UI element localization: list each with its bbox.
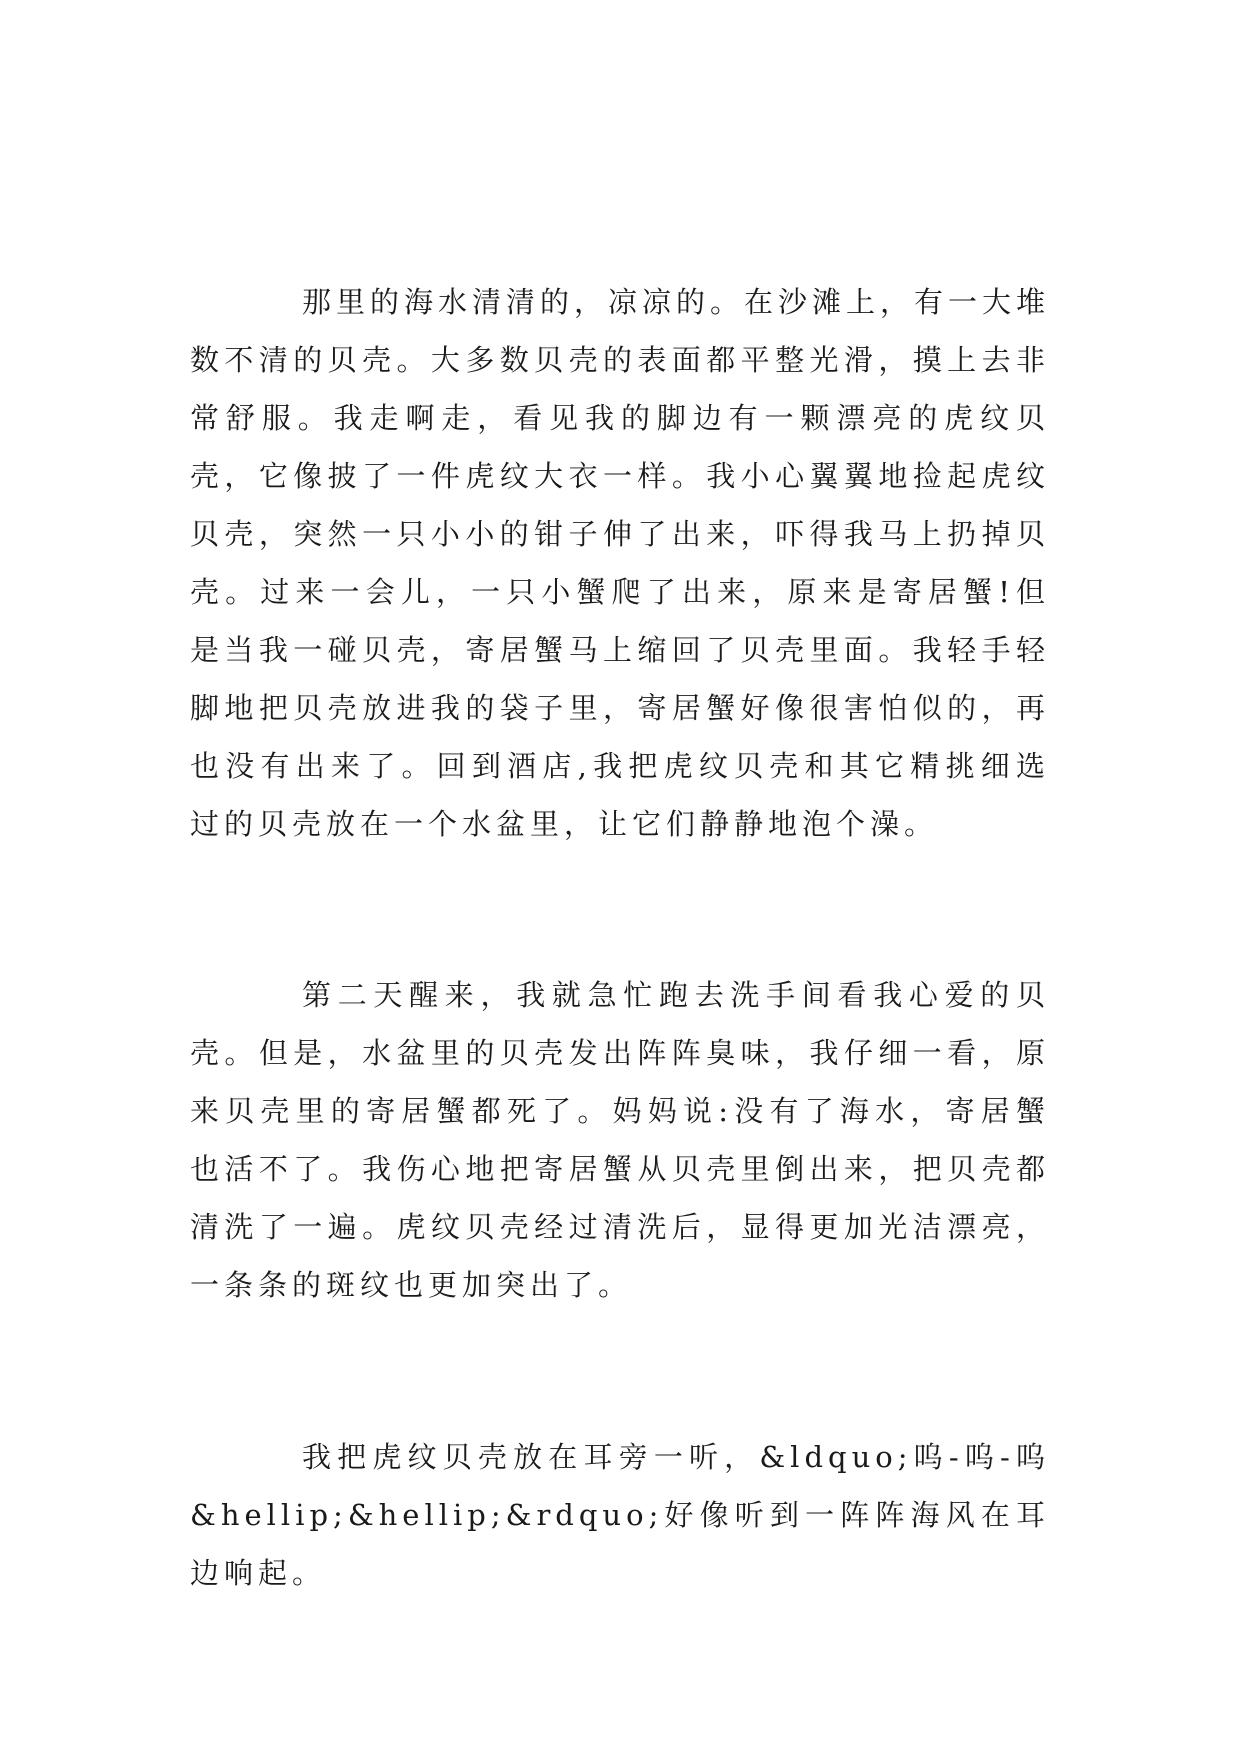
paragraph-sea-wind: 我把虎纹贝壳放在耳旁一听，&ldquo;呜-呜-呜&hellip;&hellip;&rdquo;好像听到一阵阵海风在耳边响起。 <box>190 1440 1050 1590</box>
paragraph-next-morning: 第二天醒来，我就急忙跑去洗手间看我心爱的贝壳。但是，水盆里的贝壳发出阵阵臭味，我仔细一看，原来贝壳里的寄居蟹都死了。妈妈说:没有了海水，寄居蟹也活不了。我伤心地把寄居蟹从贝壳里倒出来，把贝壳都清洗了一遍。虎纹贝壳经过清洗后，显得更加光洁漂亮，一条条的斑纹也更加突出了。 <box>190 978 1050 1302</box>
paragraph-beach-shells: 那里的海水清清的，凉凉的。在沙滩上，有一大堆数不清的贝壳。大多数贝壳的表面都平整光滑，摸上去非常舒服。我走啊走，看见我的脚边有一颗漂亮的虎纹贝壳，它像披了一件虎纹大衣一样。我小心翼翼地捡起虎纹贝壳，突然一只小小的钳子伸了出来，吓得我马上扔掉贝壳。过来一会儿，一只小蟹爬了出来，原来是寄居蟹!但是当我一碰贝壳，寄居蟹马上缩回了贝壳里面。我轻手轻脚地把贝壳放进我的袋子里，寄居蟹好像很害怕似的，再也没有出来了。回到酒店,我把虎纹贝壳和其它精挑细选过的贝壳放在一个水盆里，让它们静静地泡个澡。 <box>190 285 1051 841</box>
